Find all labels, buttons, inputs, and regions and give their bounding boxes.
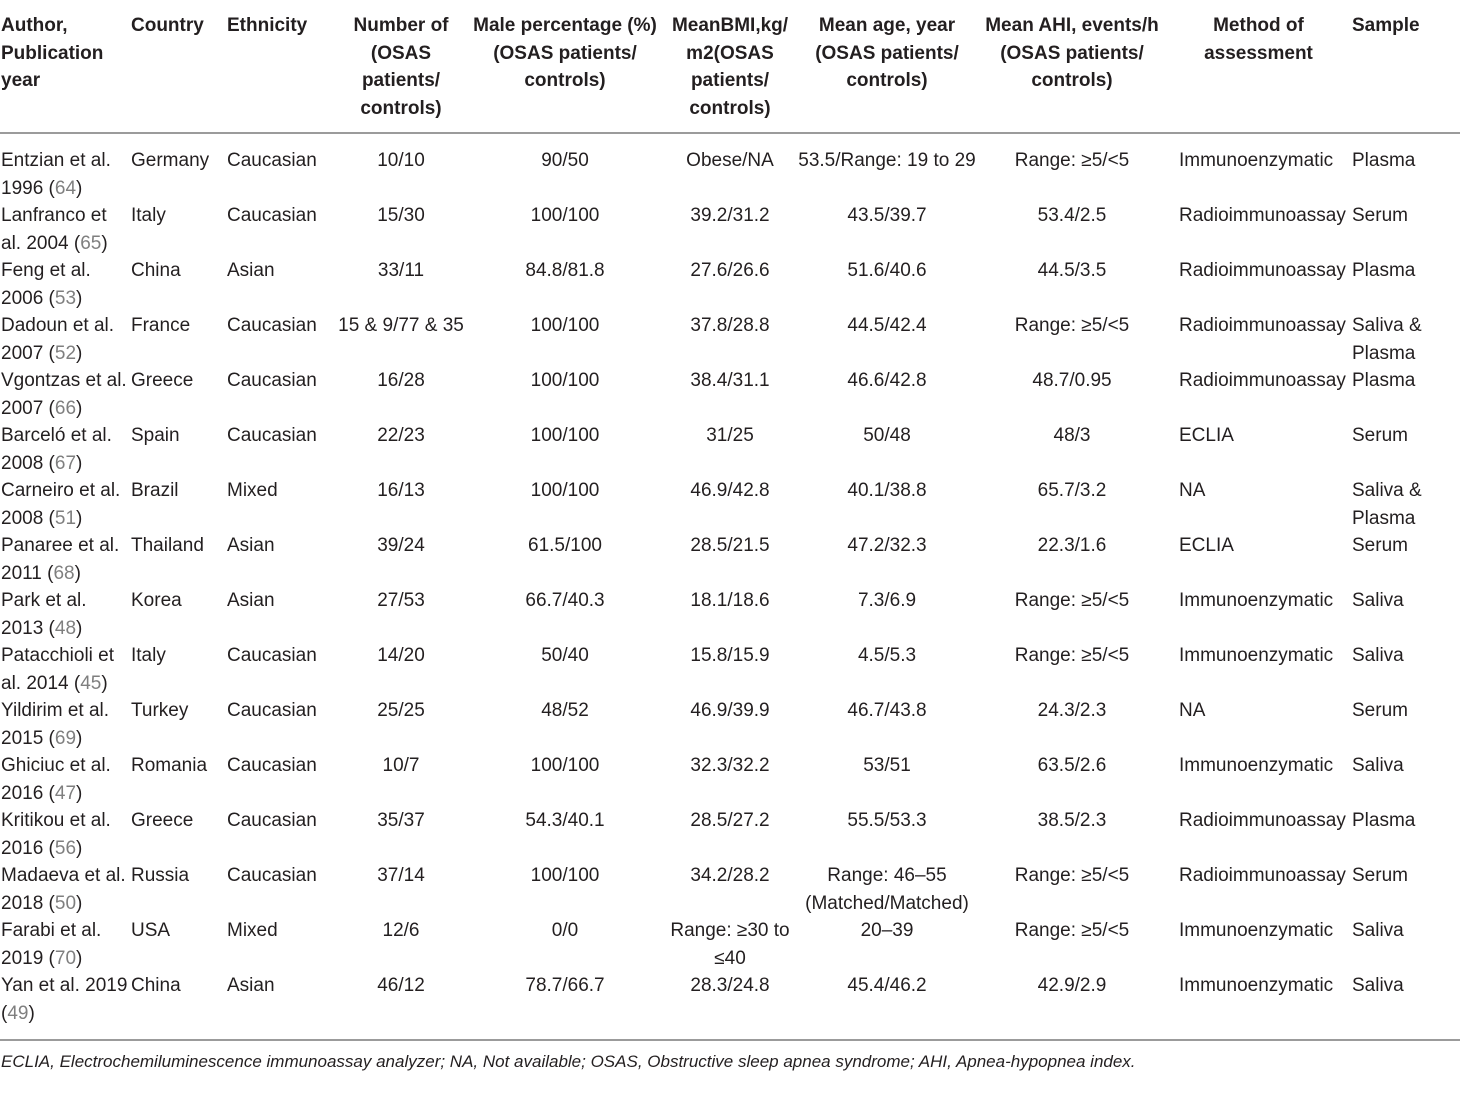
cell-number: 12/6	[382, 920, 420, 941]
cell-ethnicity: Caucasian	[227, 755, 317, 776]
cell-author: Entzian et al. 1996 (64)	[1, 150, 111, 199]
cell-ahi: 48/3	[1053, 425, 1091, 446]
author-text: Patacchioli et al. 2014	[1, 645, 115, 694]
col-header-ethnicity: Ethnicity	[227, 0, 337, 133]
table-row	[0, 202, 1460, 257]
cell-country: France	[131, 315, 191, 336]
cell-country: Brazil	[131, 480, 179, 501]
cell-number: 14/20	[377, 645, 425, 666]
cell-male-percentage: 100/100	[530, 370, 600, 391]
cell-method: NA	[1179, 480, 1206, 501]
col-header-male-percentage: Male percentage (%) (OSAS patients/ controls)	[465, 0, 665, 133]
cell-author: Farabi et al. 2019 (70)	[1, 920, 102, 969]
cell-number: 27/53	[377, 590, 425, 611]
cell-method: Radioimmunoassay	[1179, 315, 1346, 336]
reference-link[interactable]: 47	[54, 782, 77, 804]
cell-age: 47.2/32.3	[847, 535, 927, 556]
cell-age: 46.6/42.8	[847, 370, 927, 391]
cell-number: 15 & 9/77 & 35	[338, 315, 464, 336]
cell-method: Radioimmunoassay	[1179, 205, 1346, 226]
table-row	[0, 257, 1460, 312]
cell-bmi: 32.3/32.2	[690, 755, 770, 776]
table-row	[0, 477, 1460, 532]
table-row	[0, 312, 1460, 367]
table-row	[0, 752, 1460, 807]
cell-author: Madaeva et al. 2018 (50)	[1, 865, 126, 914]
cell-number: 10/10	[377, 150, 425, 171]
author-text: Farabi et al. 2019	[1, 920, 102, 969]
cell-bmi: 46.9/42.8	[690, 480, 770, 501]
cell-ahi: 24.3/2.3	[1037, 700, 1107, 721]
cell-ahi: Range: ≥5/<5	[1014, 150, 1130, 171]
col-header-number: Number of (OSAS patients/ controls)	[337, 0, 465, 133]
cell-male-percentage: 100/100	[530, 480, 600, 501]
cell-ethnicity: Caucasian	[227, 810, 317, 831]
table-row	[0, 532, 1460, 587]
cell-ethnicity: Caucasian	[227, 315, 317, 336]
cell-sample: Plasma	[1352, 810, 1416, 831]
cell-bmi: 15.8/15.9	[690, 645, 770, 666]
cell-age: 40.1/38.8	[847, 480, 927, 501]
cell-author: Yan et al. 2019 (49)	[0, 972, 131, 1040]
table-row	[0, 807, 1460, 862]
cell-ahi: 38.5/2.3	[1037, 810, 1107, 831]
cell-male-percentage: 61.5/100	[528, 535, 602, 556]
cell-age: 4.5/5.3	[857, 645, 917, 666]
cell-country: China	[131, 260, 181, 281]
cell-method: Radioimmunoassay	[1179, 370, 1346, 391]
cell-country: China	[131, 972, 227, 1040]
cell-method: Immunoenzymatic	[1179, 590, 1334, 611]
cell-author: Park et al. 2013 (48)	[1, 590, 87, 639]
cell-ahi: Range: ≥5/<5	[1014, 865, 1130, 886]
reference-link[interactable]: 70	[54, 947, 77, 969]
cell-method: Immunoenzymatic	[1179, 645, 1334, 666]
cell-country: Romania	[131, 755, 208, 776]
cell-country: Thailand	[131, 535, 204, 556]
reference-link[interactable]: 51	[54, 507, 77, 529]
cell-number: 46/12	[337, 972, 465, 1040]
cell-method: Radioimmunoassay	[1179, 865, 1346, 886]
author-text: Ghiciuc et al. 2016	[1, 755, 111, 804]
cell-author: Kritikou et al. 2016 (56)	[1, 810, 111, 859]
cell-method: Immunoenzymatic	[1179, 150, 1334, 171]
author-text: Yan et al. 2019	[1, 975, 128, 996]
cell-author: Lanfranco et al. 2004 (65)	[1, 205, 108, 254]
author-text: Kritikou et al. 2016	[1, 810, 111, 859]
cell-country: Russia	[131, 865, 190, 886]
cell-country: Korea	[131, 590, 182, 611]
cell-ahi: 42.9/2.9	[979, 972, 1165, 1040]
cell-sample: Serum	[1352, 535, 1408, 556]
cell-sample: Plasma	[1352, 150, 1416, 171]
reference-link[interactable]: 50	[54, 892, 77, 914]
author-text: Yildirim et al. 2015	[1, 700, 110, 749]
reference-link[interactable]: 56	[54, 837, 77, 859]
col-header-method: Method of assessment	[1165, 0, 1352, 133]
table-body	[0, 133, 1460, 1040]
cell-method: Immunoenzymatic	[1179, 755, 1334, 776]
cell-number: 10/7	[382, 755, 420, 776]
cell-ethnicity: Caucasian	[227, 425, 317, 446]
cell-male-percentage: 50/40	[541, 645, 589, 666]
cell-ethnicity: Caucasian	[227, 700, 317, 721]
cell-number: 16/13	[377, 480, 425, 501]
reference-link[interactable]: 53	[54, 287, 77, 309]
author-text: Lanfranco et al. 2004	[1, 205, 107, 254]
cell-age: 55.5/53.3	[847, 810, 927, 831]
cell-method: NA	[1179, 700, 1206, 721]
cell-country: Spain	[131, 425, 180, 446]
reference-link[interactable]: 66	[54, 397, 77, 419]
cell-ahi: Range: ≥5/<5	[1014, 920, 1130, 941]
cell-author: Dadoun et al. 2007 (52)	[1, 315, 115, 364]
reference-link[interactable]: 64	[54, 177, 77, 199]
cell-country: Turkey	[131, 700, 189, 721]
cell-male-percentage: 100/100	[530, 425, 600, 446]
cell-bmi: 34.2/28.2	[690, 865, 770, 886]
cell-country: Italy	[131, 645, 166, 666]
cell-ethnicity: Asian	[227, 590, 275, 611]
cell-ethnicity: Caucasian	[227, 205, 317, 226]
cell-method: Radioimmunoassay	[1179, 810, 1346, 831]
cell-age: 46.7/43.8	[847, 700, 927, 721]
col-header-bmi: MeanBMI,kg/ m2(OSAS patients/ controls)	[665, 0, 795, 133]
cell-ahi: Range: ≥5/<5	[1014, 645, 1130, 666]
cell-bmi: 46.9/39.9	[690, 700, 770, 721]
cell-method: ECLIA	[1179, 535, 1234, 556]
reference-link[interactable]: 48	[54, 617, 77, 639]
cell-country: Germany	[131, 150, 210, 171]
cell-ahi: 63.5/2.6	[1037, 755, 1107, 776]
cell-country: Greece	[131, 370, 194, 391]
table-row	[0, 422, 1460, 477]
cell-bmi: 28.5/27.2	[690, 810, 770, 831]
cell-bmi: 37.8/28.8	[690, 315, 770, 336]
col-header-age: Mean age, year (OSAS patients/ controls)	[795, 0, 979, 133]
cell-author: Barceló et al. 2008 (67)	[1, 425, 112, 474]
author-text: Dadoun et al. 2007	[1, 315, 115, 364]
col-header-author: Author, Publication year	[0, 0, 131, 133]
cell-ethnicity: Mixed	[227, 920, 278, 941]
author-text: Entzian et al. 1996	[1, 150, 111, 199]
cell-author: Carneiro et al. 2008 (51)	[1, 480, 121, 529]
table-row	[0, 697, 1460, 752]
cell-author: Panaree et al. 2011 (68)	[1, 535, 120, 584]
cell-sample: Saliva	[1352, 972, 1460, 1040]
cell-bmi: 28.3/24.8	[665, 972, 795, 1040]
reference-link[interactable]: 68	[53, 562, 75, 584]
cell-sample: Saliva	[1352, 645, 1404, 666]
cell-ahi: Range: ≥5/<5	[1014, 590, 1130, 611]
author-text: Panaree et al. 2011	[1, 535, 120, 584]
cell-bmi: 18.1/18.6	[690, 590, 770, 611]
reference-link[interactable]: 67	[54, 452, 77, 474]
table-row	[0, 642, 1460, 697]
cell-age: 51.6/40.6	[847, 260, 927, 281]
cell-sample: Serum	[1352, 425, 1408, 446]
author-text: Madaeva et al. 2018	[1, 865, 126, 914]
table-row	[0, 367, 1460, 422]
cell-sample: Plasma	[1352, 260, 1416, 281]
cell-ahi: 53.4/2.5	[1037, 205, 1107, 226]
cell-male-percentage: 48/52	[541, 700, 589, 721]
table-row	[0, 917, 1460, 972]
cell-ahi: 48.7/0.95	[1032, 370, 1112, 391]
cell-male-percentage: 90/50	[541, 150, 589, 171]
cell-ethnicity: Caucasian	[227, 645, 317, 666]
cell-country: Italy	[131, 205, 166, 226]
col-header-sample: Sample	[1352, 0, 1460, 133]
reference-link[interactable]: 49	[7, 1002, 29, 1024]
cell-sample: Saliva	[1352, 755, 1404, 776]
cell-bmi: 38.4/31.1	[690, 370, 770, 391]
reference-link[interactable]: 65	[80, 232, 102, 254]
author-text: Carneiro et al. 2008	[1, 480, 121, 529]
cell-ethnicity: Caucasian	[227, 150, 317, 171]
cell-author: Yildirim et al. 2015 (69)	[1, 700, 110, 749]
cell-bmi: 27.6/26.6	[690, 260, 770, 281]
cell-sample: Saliva & Plasma	[1352, 480, 1422, 529]
cell-number: 35/37	[377, 810, 425, 831]
cell-ethnicity: Asian	[227, 260, 275, 281]
cell-ahi: 22.3/1.6	[1037, 535, 1107, 556]
cell-ethnicity: Asian	[227, 535, 275, 556]
table-footnote: ECLIA, Electrochemiluminescence immunoassay analyzer; NA, Not available; OSAS, Obstructive sleep apnea syndrome; AHI, Apnea-hypopnea index.	[1, 1052, 1136, 1071]
table-header-row	[0, 0, 1460, 133]
cell-ahi: 65.7/3.2	[1037, 480, 1107, 501]
cell-male-percentage: 100/100	[530, 315, 600, 336]
cell-bmi: 39.2/31.2	[690, 205, 770, 226]
cell-number: 37/14	[377, 865, 425, 886]
cell-ahi: Range: ≥5/<5	[1014, 315, 1130, 336]
author-text: Feng et al. 2006	[1, 260, 91, 309]
cell-male-percentage: 100/100	[530, 755, 600, 776]
cell-method: Radioimmunoassay	[1179, 260, 1346, 281]
cell-sample: Saliva	[1352, 920, 1404, 941]
reference-link[interactable]: 69	[54, 727, 77, 749]
cell-age: 43.5/39.7	[847, 205, 927, 226]
cell-age: 7.3/6.9	[857, 590, 917, 611]
col-header-ahi: Mean AHI, events/h (OSAS patients/ controls)	[979, 0, 1165, 133]
cell-country: Greece	[131, 810, 194, 831]
cell-method: Immunoenzymatic	[1165, 972, 1352, 1040]
cell-number: 22/23	[377, 425, 425, 446]
cell-sample: Serum	[1352, 205, 1408, 226]
cell-number: 16/28	[377, 370, 425, 391]
cell-male-percentage: 78.7/66.7	[465, 972, 665, 1040]
table-row	[0, 133, 1460, 202]
cell-ethnicity: Mixed	[227, 480, 278, 501]
cell-bmi: Range: ≥30 to ≤40	[670, 920, 790, 969]
reference-link[interactable]: 45	[80, 672, 102, 694]
cell-number: 39/24	[377, 535, 425, 556]
cell-age: 44.5/42.4	[847, 315, 927, 336]
table-row	[0, 862, 1460, 917]
cell-author: Patacchioli et al. 2014 (45)	[1, 645, 115, 694]
cell-age: 53/51	[863, 755, 911, 776]
author-text: Park et al. 2013	[1, 590, 87, 639]
cell-method: ECLIA	[1179, 425, 1234, 446]
cell-country: USA	[131, 920, 171, 941]
table-row	[0, 972, 1460, 1040]
cell-male-percentage: 100/100	[530, 865, 600, 886]
cell-age: 20–39	[860, 920, 914, 941]
cell-sample: Plasma	[1352, 370, 1416, 391]
cell-male-percentage: 66.7/40.3	[525, 590, 605, 611]
cell-author: Vgontzas et al. 2007 (66)	[1, 370, 127, 419]
cell-sample: Saliva & Plasma	[1352, 315, 1422, 364]
cell-male-percentage: 84.8/81.8	[525, 260, 605, 281]
cell-number: 25/25	[377, 700, 425, 721]
cell-age: 45.4/46.2	[795, 972, 979, 1040]
cell-ethnicity: Caucasian	[227, 865, 317, 886]
author-text: Vgontzas et al. 2007	[1, 370, 127, 419]
table-row	[0, 587, 1460, 642]
cell-author: Feng et al. 2006 (53)	[1, 260, 91, 309]
cell-bmi: 31/25	[706, 425, 754, 446]
cell-ahi: 44.5/3.5	[1037, 260, 1107, 281]
cell-age: 53.5/Range: 19 to 29	[798, 150, 976, 171]
cell-number: 33/11	[377, 260, 425, 281]
cell-male-percentage: 100/100	[530, 205, 600, 226]
cell-ethnicity: Asian	[227, 972, 337, 1040]
cell-sample: Serum	[1352, 700, 1408, 721]
cell-number: 15/30	[377, 205, 425, 226]
cell-method: Immunoenzymatic	[1179, 920, 1334, 941]
col-header-country: Country	[131, 0, 227, 133]
author-text: Barceló et al. 2008	[1, 425, 112, 474]
reference-link[interactable]: 52	[54, 342, 77, 364]
cell-sample: Serum	[1352, 865, 1408, 886]
cell-sample: Saliva	[1352, 590, 1404, 611]
cell-male-percentage: 0/0	[551, 920, 579, 941]
cell-ethnicity: Caucasian	[227, 370, 317, 391]
cell-bmi: 28.5/21.5	[690, 535, 770, 556]
cell-male-percentage: 54.3/40.1	[525, 810, 605, 831]
cell-bmi: Obese/NA	[686, 150, 774, 171]
cell-author: Ghiciuc et al. 2016 (47)	[1, 755, 111, 804]
cell-age: 50/48	[863, 425, 911, 446]
cell-age: Range: 46–55 (Matched/Matched)	[805, 865, 969, 914]
